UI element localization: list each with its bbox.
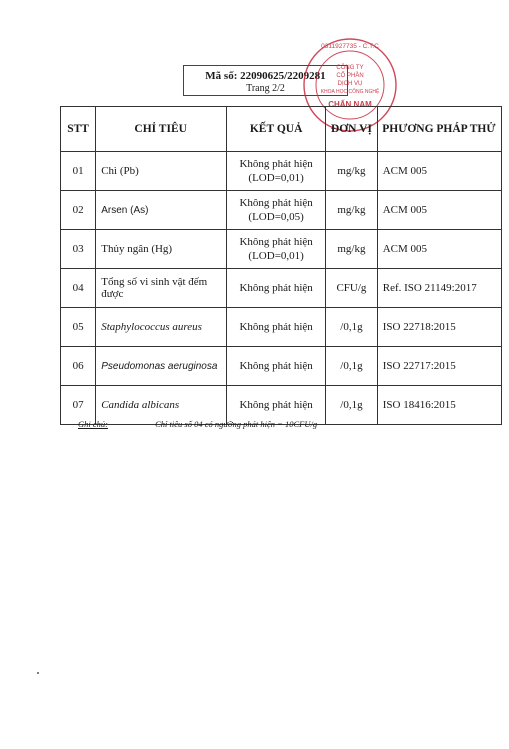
header-stt: STT bbox=[61, 107, 96, 152]
row-result: Không phát hiện bbox=[227, 347, 326, 386]
row-name: Tổng số vi sinh vật đếm được bbox=[96, 269, 227, 308]
footnote bbox=[78, 419, 317, 429]
table-row bbox=[61, 230, 502, 269]
row-stt: 07 bbox=[61, 386, 96, 425]
row-unit: mg/kg bbox=[326, 191, 378, 230]
row-result-line2: (LOD=0,05) bbox=[248, 211, 304, 223]
table-row bbox=[61, 347, 502, 386]
row-method: ISO 22717:2015 bbox=[377, 347, 501, 386]
footnote-text: Chỉ tiêu số 04 có ngưỡng phát hiện = 10CFU/g bbox=[155, 419, 318, 429]
svg-text:KHOA HỌC CÔNG NGHỆ: KHOA HỌC CÔNG NGHỆ bbox=[320, 89, 380, 95]
page-number: Trang 2/2 bbox=[246, 83, 285, 94]
row-result-line2: (LOD=0,01) bbox=[248, 172, 304, 184]
row-name: Pseudomonas aeruginosa bbox=[96, 347, 227, 386]
row-stt: 02 bbox=[61, 191, 96, 230]
row-method: Ref. ISO 21149:2017 bbox=[377, 269, 501, 308]
row-name: Arsen (As) bbox=[96, 191, 227, 230]
row-method: ACM 005 bbox=[377, 152, 501, 191]
row-result-line1: Không phát hiện bbox=[239, 158, 313, 170]
svg-text:DỊCH VỤ: DỊCH VỤ bbox=[337, 81, 363, 87]
row-result: Không phát hiện bbox=[227, 386, 326, 425]
row-stt: 01 bbox=[61, 152, 96, 191]
svg-text:CHẤN NAM: CHẤN NAM bbox=[328, 100, 372, 109]
row-result-line1: Không phát hiện bbox=[239, 197, 313, 209]
header-method: PHƯƠNG PHÁP THỬ bbox=[377, 107, 501, 152]
row-name: Chì (Pb) bbox=[96, 152, 227, 191]
header-unit: ĐƠN VỊ bbox=[326, 107, 378, 152]
footnote-label: Ghi chú: bbox=[78, 419, 108, 429]
row-stt: 04 bbox=[61, 269, 96, 308]
row-result bbox=[227, 152, 326, 191]
row-method: ACM 005 bbox=[377, 191, 501, 230]
row-name: Thủy ngân (Hg) bbox=[96, 230, 227, 269]
row-unit: /0,1g bbox=[326, 308, 378, 347]
row-result: Không phát hiện bbox=[227, 269, 326, 308]
row-unit: CFU/g bbox=[326, 269, 378, 308]
row-result-line2: (LOD=0,01) bbox=[248, 250, 304, 262]
scan-speck bbox=[37, 672, 39, 674]
row-unit: mg/kg bbox=[326, 230, 378, 269]
row-stt: 06 bbox=[61, 347, 96, 386]
header-name: CHỈ TIÊU bbox=[96, 107, 227, 152]
results-table bbox=[60, 106, 502, 425]
row-unit: mg/kg bbox=[326, 152, 378, 191]
row-method: ISO 22718:2015 bbox=[377, 308, 501, 347]
svg-text:0311927735 - C.T.C: 0311927735 - C.T.C bbox=[321, 43, 379, 50]
row-result bbox=[227, 230, 326, 269]
svg-text:CÔNG TY: CÔNG TY bbox=[336, 65, 364, 71]
row-unit: /0,1g bbox=[326, 386, 378, 425]
table-row bbox=[61, 269, 502, 308]
row-result bbox=[227, 191, 326, 230]
table-row bbox=[61, 191, 502, 230]
row-name: Candida albicans bbox=[96, 386, 227, 425]
document-code: Mã số: 22090625/2209281 bbox=[205, 70, 326, 82]
svg-text:CỔ PHẦN: CỔ PHẦN bbox=[336, 73, 364, 79]
row-result: Không phát hiện bbox=[227, 308, 326, 347]
row-unit: /0,1g bbox=[326, 347, 378, 386]
table-row bbox=[61, 308, 502, 347]
row-stt: 05 bbox=[61, 308, 96, 347]
row-stt: 03 bbox=[61, 230, 96, 269]
row-name: Staphylococcus aureus bbox=[96, 308, 227, 347]
row-method: ACM 005 bbox=[377, 230, 501, 269]
table-header-row bbox=[61, 107, 502, 152]
row-result-line1: Không phát hiện bbox=[239, 236, 313, 248]
row-method: ISO 18416:2015 bbox=[377, 386, 501, 425]
header-result: KẾT QUẢ bbox=[227, 107, 326, 152]
table-row bbox=[61, 152, 502, 191]
